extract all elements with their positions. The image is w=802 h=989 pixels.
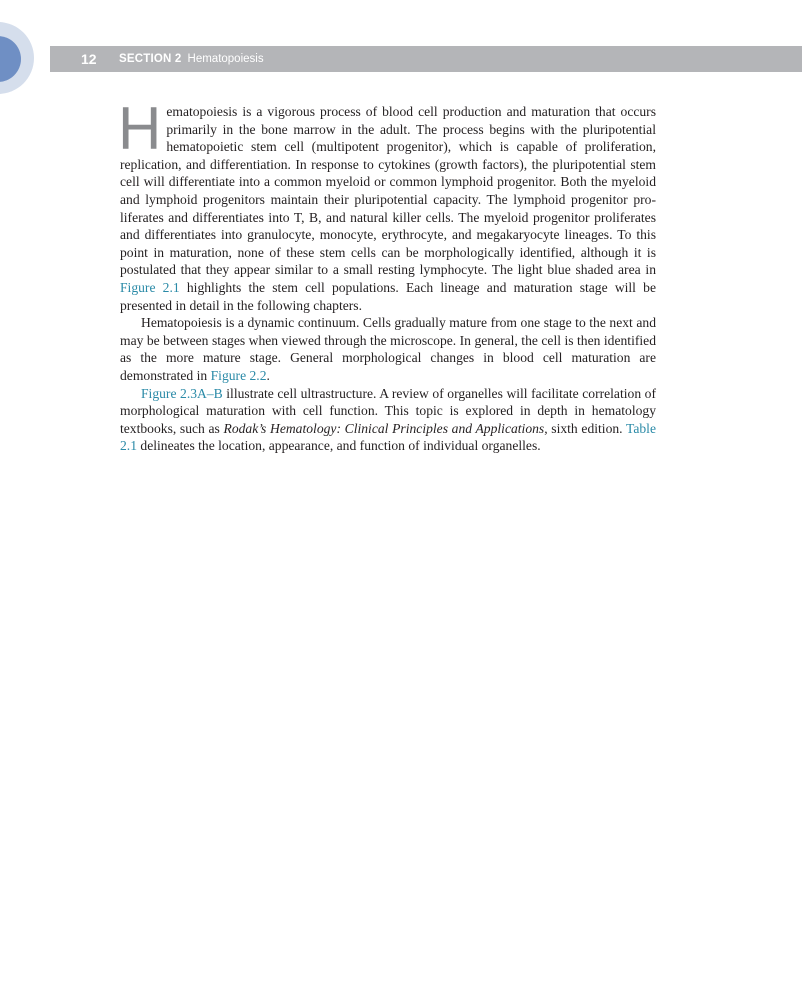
book-title: Rodak’s Hematology: Clinical Principles and Applications (223, 420, 545, 436)
paragraph-2-text-a: Hematopoiesis is a dynamic continuum. Cells gradually mature from one stage to the next and may be between stages when viewed through the microscope. In general, the cell is then identified as the more mature stage. General morphological changes in blood cell maturation are demonstrated in (120, 315, 656, 383)
paragraph-2 (120, 314, 656, 384)
paragraph-3 (120, 385, 656, 455)
paragraph-1-text-b: highlights the stem cell populations. Each lineage and maturation stage will be presented in detail in the following chapters. (120, 279, 656, 313)
running-header-section (119, 51, 264, 67)
table-2-1-link[interactable]: Table 2.1 (120, 420, 656, 454)
body-text (118, 95, 656, 455)
section-number: SECTION 2 (119, 53, 182, 65)
paragraph-3-text-b: , sixth edition. (544, 420, 626, 436)
section-title: Hematopoiesis (187, 53, 264, 65)
paragraph-3-text-c: delineates the location, appearance, and function of individual organelles. (137, 438, 541, 454)
figure-2-1-link[interactable]: Figure 2.1 (120, 279, 180, 295)
paragraph-1 (118, 95, 656, 314)
drop-cap: H (118, 95, 162, 162)
paragraph-3-text-a: illustrate cell ultrastructure. A review of organelles will facilitate correlation of morphological maturation with cell function. This topic is explored in depth in hematology textbooks, such as (120, 385, 656, 436)
figure-2-2-link[interactable]: Figure 2.2 (210, 367, 267, 383)
paragraph-1-text-a: ematopoiesis is a vigorous process of blood cell production and maturation that occurs primarily in the bone marrow in the adult. The process begins with the pluripotential hematopoietic stem cell (multipotent progenitor), which is capable of proliferation, replication, and differentiation. In response to cytokines (growth factors), the pluripotential stem cell will differentiate into a common myeloid or common lymphoid progenitor. Both the myeloid and lymphoid progenitors maintain their pluripotential capacity. The lymphoid progenitor proliferates and differentiates into T, B, and natural killer cells. The myeloid progenitor proliferates and differentiates into granulocyte, monocyte, erythrocyte, and megakaryocyte lineages. To this point in maturation, none of these stem cells can be morphologically identified, although it is postulated that they appear similar to a small resting lymphocyte. The light blue shaded area in (120, 104, 656, 278)
page-number: 12 (81, 51, 97, 67)
paragraph-2-text-b: . (266, 367, 270, 383)
figure-2-3-link[interactable]: Figure 2.3A–B (141, 385, 223, 401)
